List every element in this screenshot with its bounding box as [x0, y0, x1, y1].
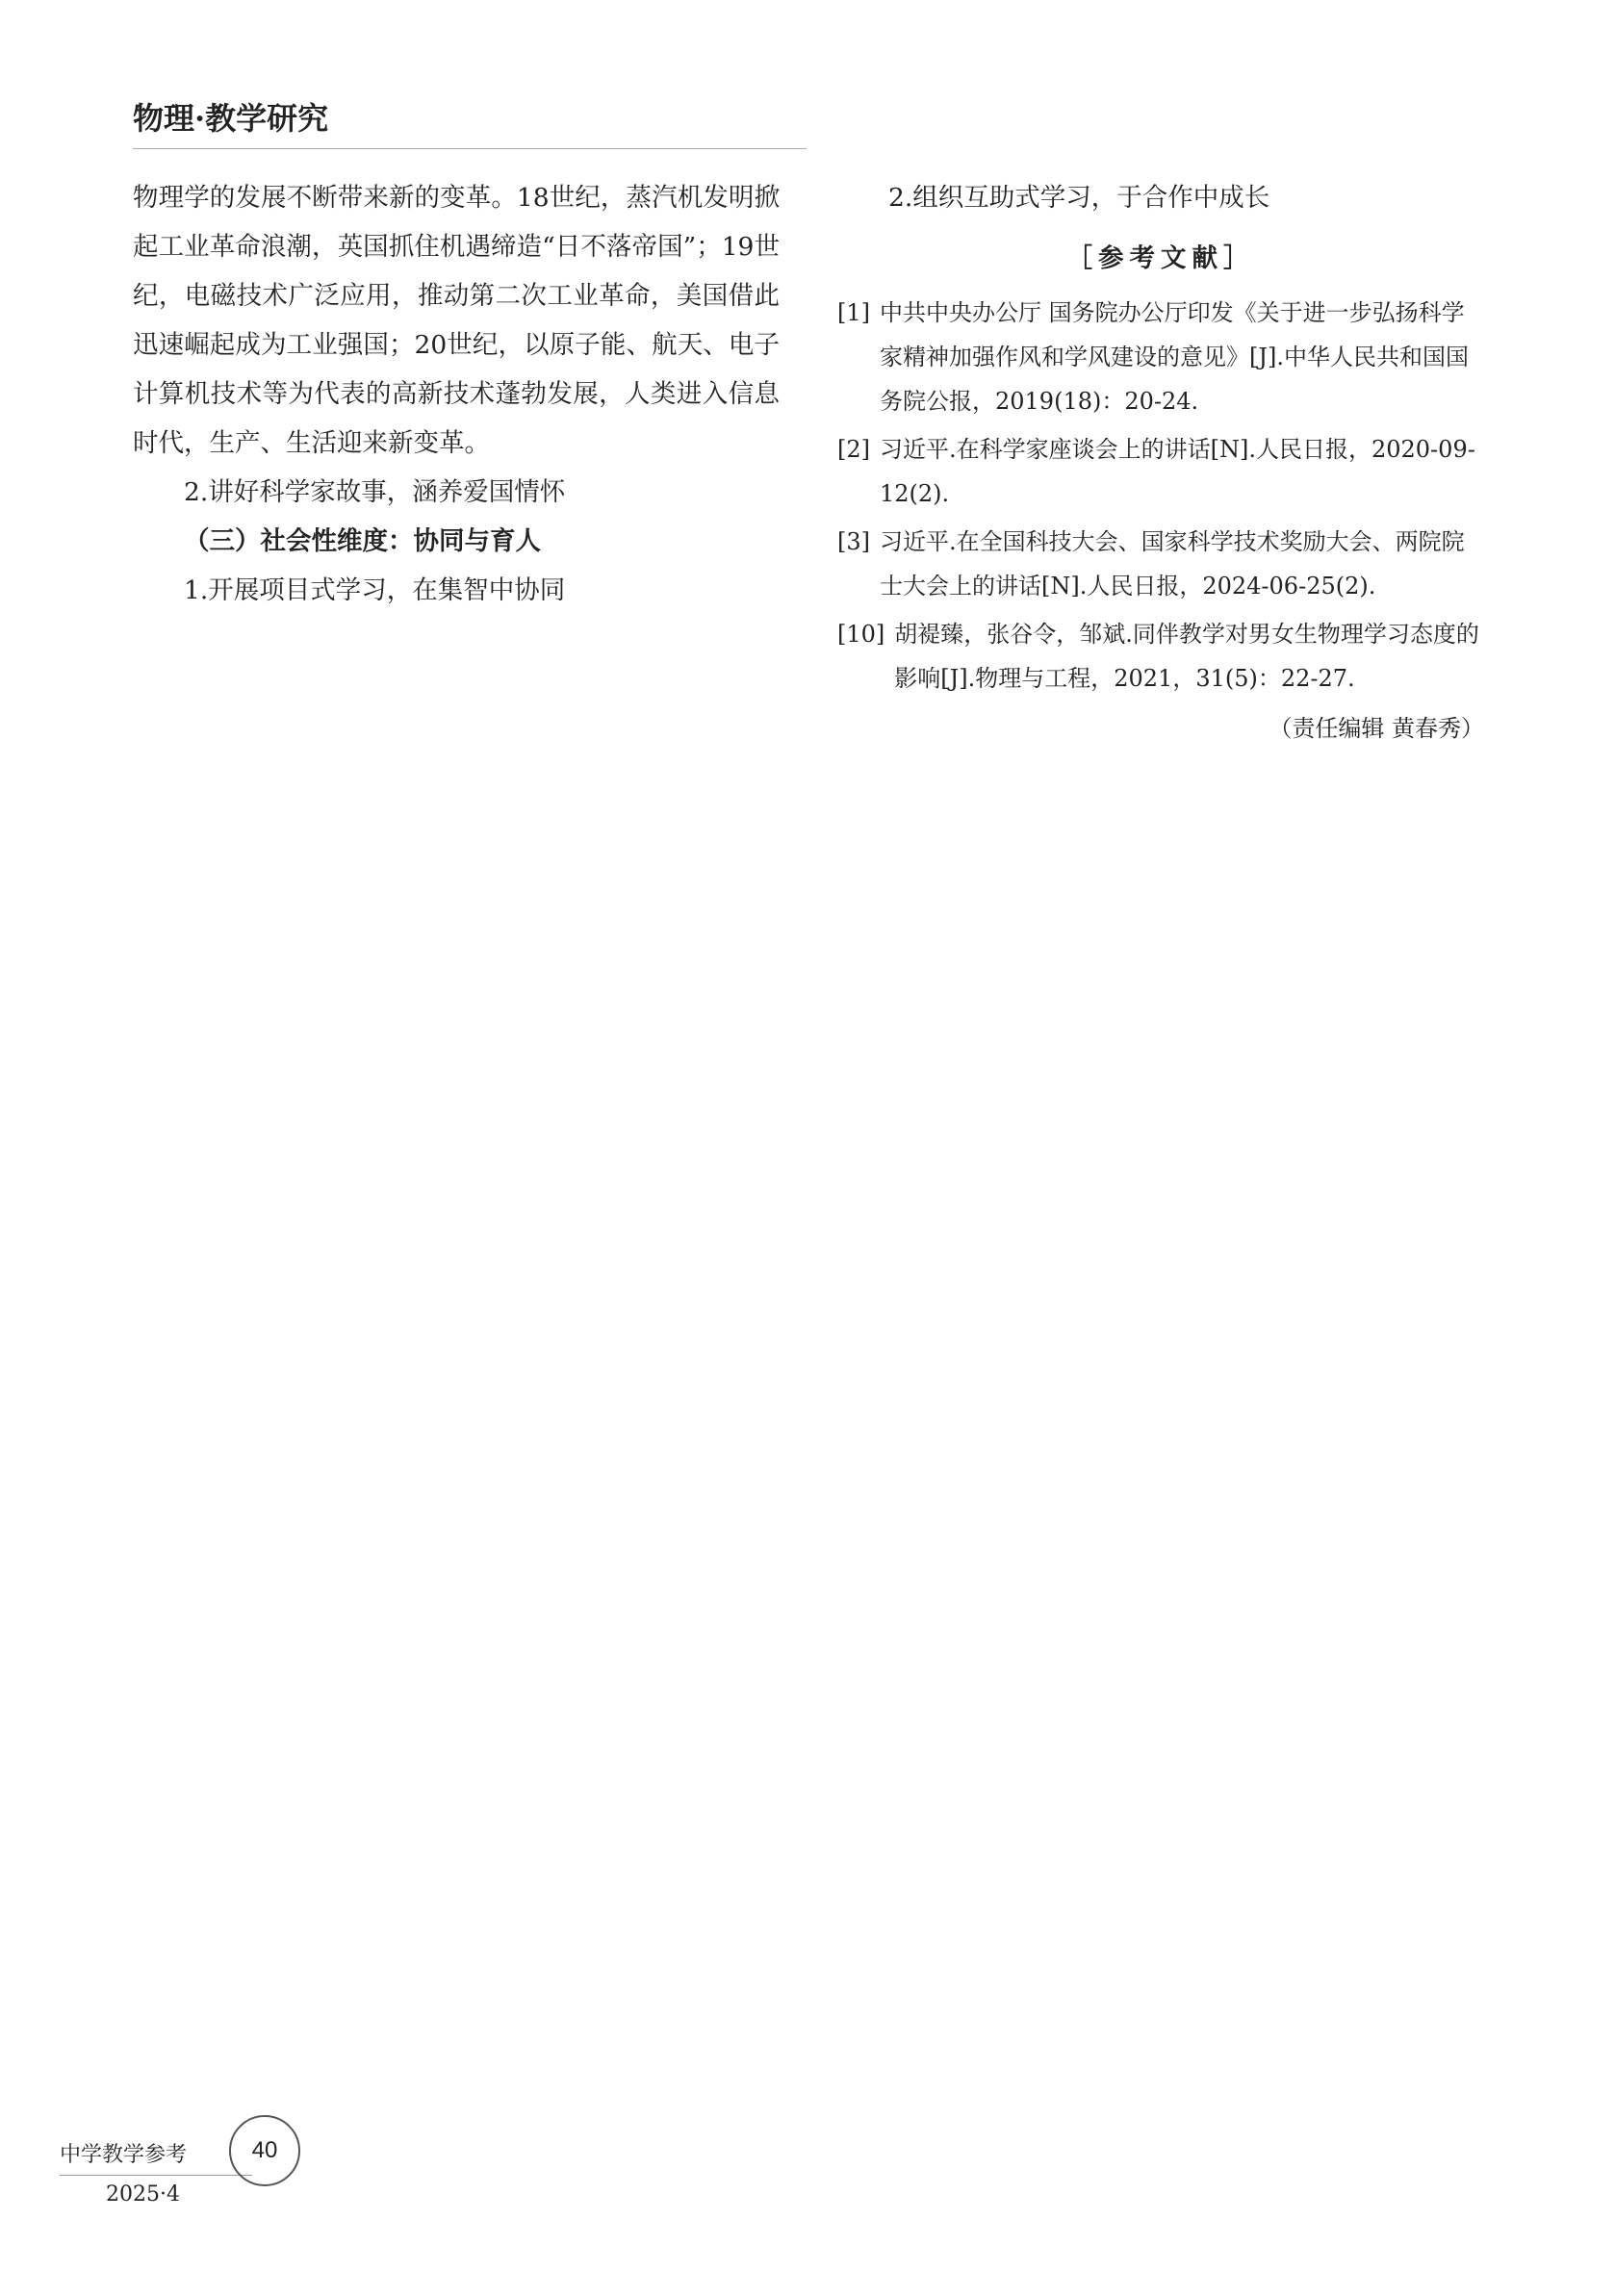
- header-divider: [133, 148, 807, 149]
- references-heading: ［参考文献］: [1066, 243, 1255, 273]
- subsection-heading: 1.开展项目式学习，在集智中协同: [184, 575, 566, 605]
- footer-journal-name: 中学教学参考: [60, 2143, 188, 2167]
- reference-number: [1]: [837, 299, 870, 326]
- subsection-heading: 2.讲好科学家故事，涵养爱国情怀: [184, 477, 566, 507]
- right-column: [837, 173, 1484, 753]
- reference-number: [2]: [837, 436, 870, 463]
- reference-item: [837, 612, 1484, 701]
- reference-text: 胡褆臻，张谷令，邹斌.同伴教学对男女生物理学习态度的影响[J].物理与工程，2021，31(5)：22-27.: [894, 621, 1479, 692]
- paragraph: 物理学的发展不断带来新的变革。18世纪，蒸汽机发明掀起工业革命浪潮，英国抓住机遇缔造“日不落帝国”；19世纪，电磁技术广泛应用，推动第二次工业革命，美国借此迅速崛起成为工业强国；20世纪，以原子能、航天、电子计算机技术等为代表的高新技术蓬勃发展，人类进入信息时代，生产、生活迎来新变革。: [133, 183, 780, 458]
- responsible-editor: （责任编辑 黄春秀）: [1269, 715, 1484, 742]
- reference-item: [837, 520, 1484, 608]
- subsection-heading: 2.组织互助式学习，于合作中成长: [888, 183, 1270, 213]
- page-number: 40: [229, 2115, 300, 2186]
- reference-text: 中共中央办公厅 国务院办公厅印发《关于进一步弘扬科学家精神加强作风和学风建设的意见》[J].中华人民共和国国务院公报，2019(18)：20-24.: [880, 299, 1469, 415]
- section-heading: （三）社会性维度：协同与育人: [184, 526, 541, 556]
- footer-issue: 2025·4: [106, 2182, 180, 2207]
- reference-item: [837, 291, 1484, 423]
- journal-section-header: 物理·教学研究: [133, 100, 329, 137]
- reference-item: [837, 427, 1484, 516]
- footer-divider: [60, 2175, 252, 2176]
- reference-text: 习近平.在全国科技大会、国家科学技术奖励大会、两院院士大会上的讲话[N].人民日报，2024-06-25(2).: [880, 528, 1465, 600]
- reference-number: [3]: [837, 528, 870, 555]
- reference-text: 习近平.在科学家座谈会上的讲话[N].人民日报，2020-09-12(2).: [880, 436, 1475, 507]
- left-column: [133, 173, 780, 615]
- reference-number: [10]: [837, 621, 885, 648]
